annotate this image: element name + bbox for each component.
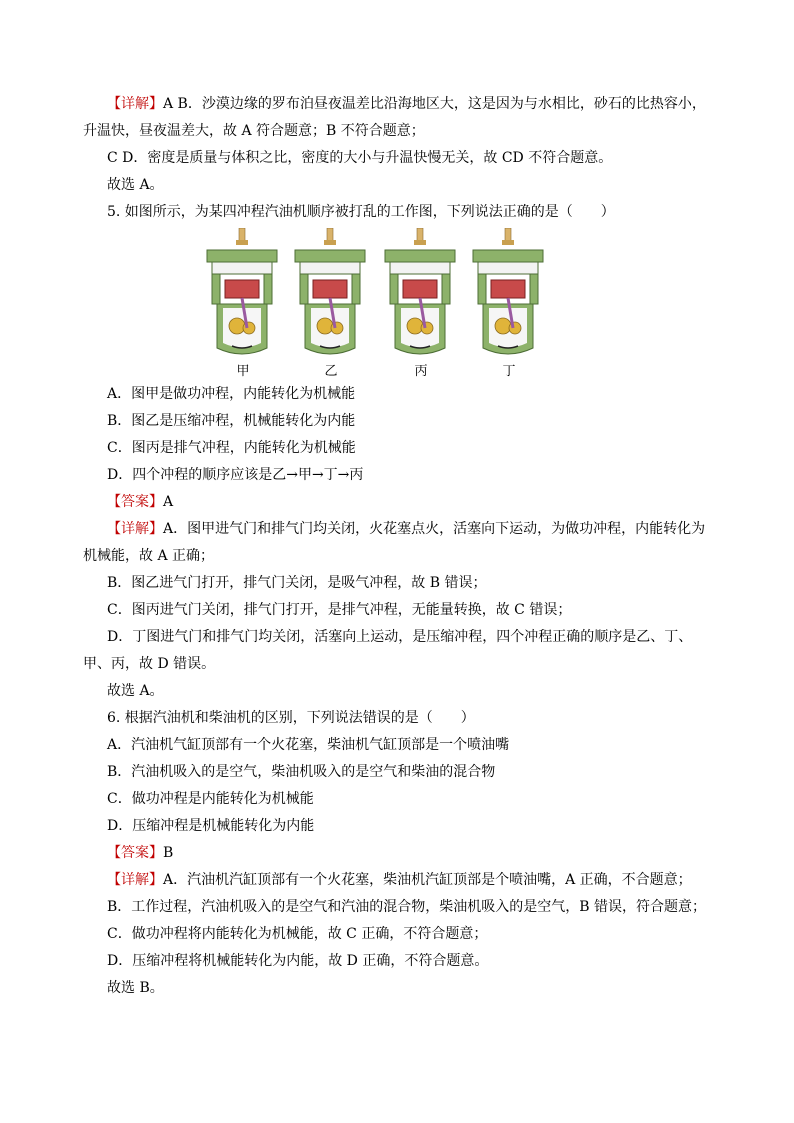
q6-explain-line-1: 【详解】A．汽油机汽缸顶部有一个火花塞，柴油机汽缸顶部是个喷油嘴，A 正确，不合题意； [107,872,692,888]
q5-explain-line-2: 机械能，故 A 正确； [83,548,215,564]
q5-stem: 5. 如图所示，为某四冲程汽油机顺序被打乱的工作图，下列说法正确的是（ ） [107,204,615,220]
q5-option-a: A．图甲是做功冲程，内能转化为机械能 [107,386,356,402]
engine-bing [385,228,455,354]
engine-ding [473,228,543,354]
label-yi: 乙 [324,364,338,379]
q5-answer: 【答案】A [107,494,174,510]
engine-diagram [205,228,545,358]
q5-explain-line-3: B．图乙进气门打开，排气门关闭，是吸气冲程，故 B 错误； [107,575,487,591]
engine-jia [207,228,277,354]
prev-explain-line-3: C D．密度是质量与体积之比，密度的大小与升温快慢无关，故 CD 不符合题意。 [107,150,613,166]
q5-option-d: D．四个冲程的顺序应该是乙→甲→丁→丙 [107,467,364,483]
q6-explain-line-3: C．做功冲程将内能转化为机械能，故 C 正确，不符合题意； [107,926,488,942]
prev-explain-line-1: 【详解】A B．沙漠边缘的罗布泊昼夜温差比沿海地区大，这是因为与水相比，砂石的比热容小， [107,96,706,112]
label-jia: 甲 [236,364,250,379]
q5-explain-line-6: 甲、丙，故 D 错误。 [83,656,216,672]
explain-tag: 【详解】 [107,96,163,112]
answer-tag: 【答案】 [107,494,163,510]
q6-stem: 6. 根据汽油机和柴油机的区别，下列说法错误的是（ ） [107,710,475,726]
q6-option-d: D．压缩冲程是机械能转化为内能 [107,818,315,834]
q5-explain-line-7: 故选 A。 [107,683,164,699]
label-ding: 丁 [502,364,516,379]
q6-explain-line-4: D．压缩冲程将机械能转化为内能，故 D 正确，不符合题意。 [107,953,489,969]
engine-yi [295,228,365,354]
q6-explain-line-2: B．工作过程，汽油机吸入的是空气和汽油的混合物，柴油机吸入的是空气，B 错误，符合题意； [107,899,707,915]
answer-tag: 【答案】 [107,845,163,861]
engine-strokes-figure [205,228,545,378]
q6-option-c: C．做功冲程是内能转化为机械能 [107,791,314,807]
q6-answer: 【答案】B [107,845,174,861]
explain-tag: 【详解】 [107,872,163,888]
prev-explain-line-4: 故选 A。 [107,177,164,193]
q5-option-c: C．图丙是排气冲程，内能转化为机械能 [107,440,356,456]
q5-explain-line-1: 【详解】A．图甲进气门和排气门均关闭，火花塞点火，活塞向下运动，为做功冲程，内能转化为 [107,521,706,537]
q5-option-b: B．图乙是压缩冲程，机械能转化为内能 [107,413,356,429]
q6-option-b: B．汽油机吸入的是空气，柴油机吸入的是空气和柴油的混合物 [107,764,496,780]
prev-explain-line-2: 升温快，昼夜温差大，故 A 符合题意；B 不符合题意； [83,123,425,139]
label-bing: 丙 [414,364,428,379]
q6-explain-line-5: 故选 B。 [107,980,164,996]
q5-explain-line-5: D．丁图进气门和排气门均关闭，活塞向上运动，是压缩冲程，四个冲程正确的顺序是乙、丁、 [107,629,693,645]
q5-explain-line-4: C．图丙进气门关闭，排气门打开，是排气冲程，无能量转换，故 C 错误； [107,602,572,618]
explain-tag: 【详解】 [107,521,163,537]
q6-option-a: A．汽油机气缸顶部有一个火花塞，柴油机气缸顶部是一个喷油嘴 [107,737,510,753]
